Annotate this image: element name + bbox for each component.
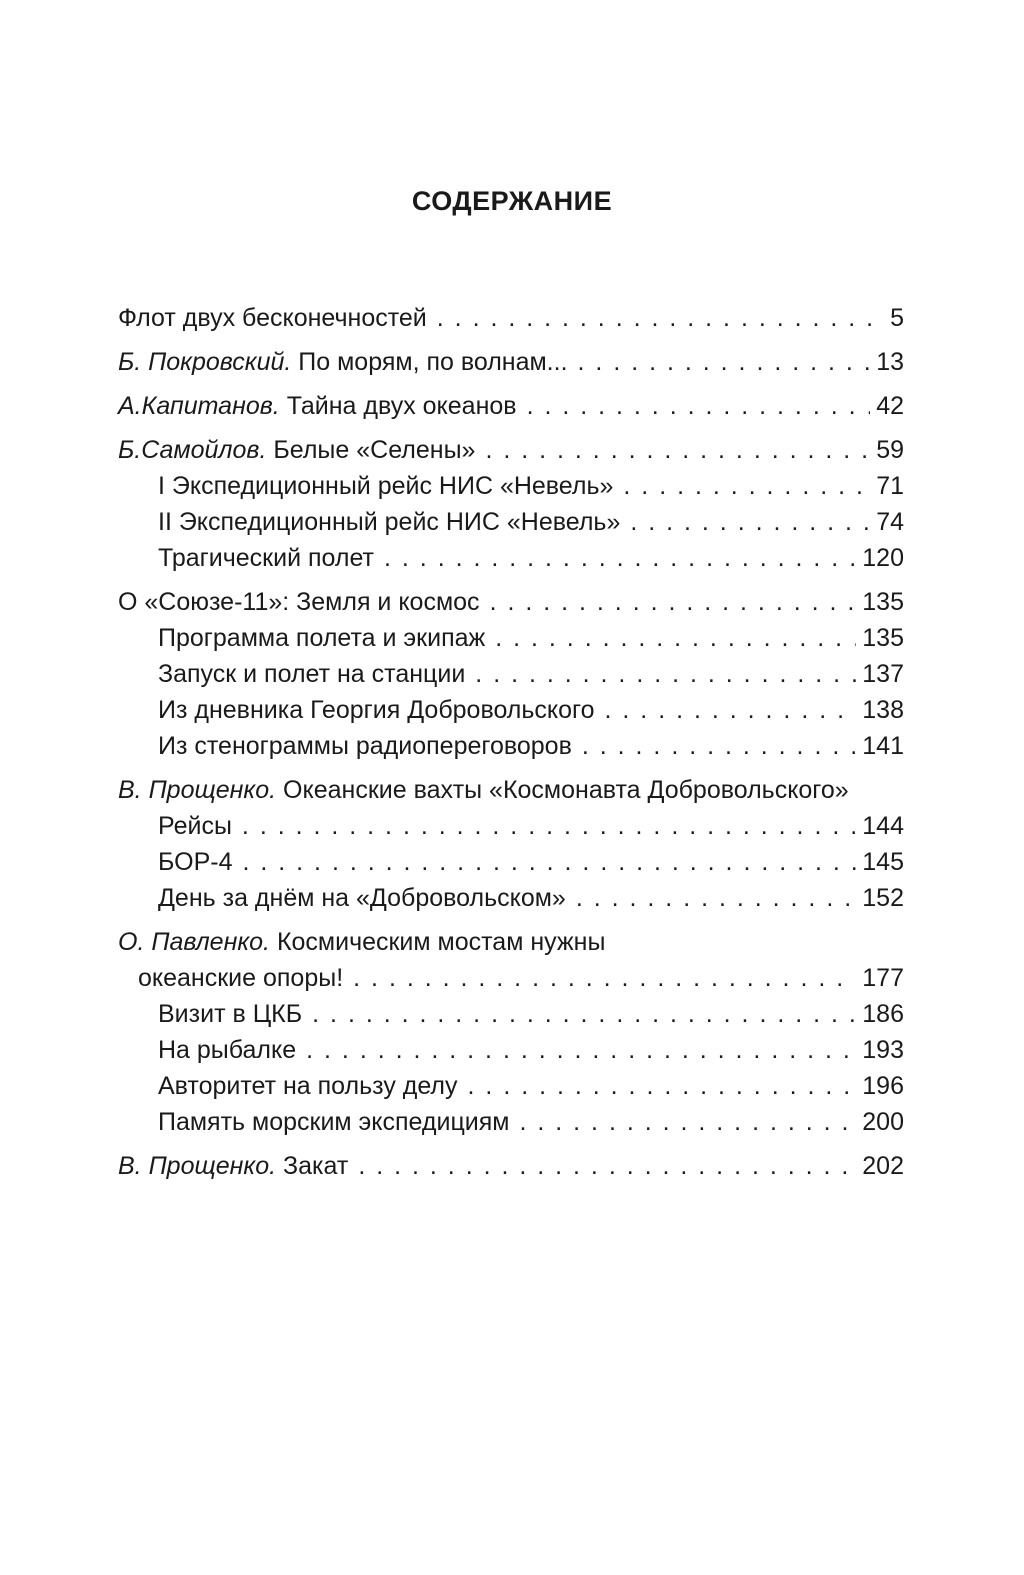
toc-entry-title — [118, 924, 904, 960]
dot-leader — [468, 1068, 857, 1104]
toc-entry-author: Б. Покровский. — [118, 348, 292, 376]
toc-entry-title — [158, 1068, 458, 1104]
toc-entry-author: В. Прощенко. — [118, 776, 277, 804]
dot-leader — [353, 960, 856, 996]
toc-page-number: 141 — [862, 732, 904, 760]
toc-entry — [118, 996, 904, 1032]
toc-entry-title — [158, 504, 620, 540]
toc-page-number: 42 — [876, 392, 904, 420]
toc-page-number: 202 — [862, 1152, 904, 1180]
toc-entry — [118, 468, 904, 504]
toc-page-number: 144 — [862, 812, 904, 840]
toc-entry — [118, 388, 904, 424]
dot-leader — [490, 584, 857, 620]
toc-entry-text: На рыбалке — [158, 1036, 297, 1064]
table-of-contents — [118, 300, 904, 1184]
toc-entry-title — [118, 1148, 348, 1184]
toc-page-number: 120 — [862, 544, 904, 572]
dot-leader — [527, 388, 871, 424]
toc-entry — [118, 692, 904, 728]
toc-entry-text: Из стенограммы радиопереговоров — [158, 732, 572, 760]
toc-entry-text: Закат — [276, 1152, 349, 1180]
toc-entry-text: БОР-4 — [158, 848, 233, 876]
toc-entry-text: Белые «Селены» — [266, 436, 476, 464]
toc-page-number: 135 — [862, 624, 904, 652]
toc-page-number: 196 — [862, 1072, 904, 1100]
toc-entry-title — [138, 960, 343, 996]
dot-leader — [495, 620, 856, 656]
toc-entry — [118, 880, 904, 916]
toc-page-number: 74 — [876, 508, 904, 536]
toc-entry-title — [158, 692, 595, 728]
toc-entry-title — [158, 1032, 296, 1068]
toc-entry-text: Авторитет на пользу делу — [158, 1072, 458, 1100]
dot-leader — [358, 1148, 856, 1184]
toc-entry-title — [158, 656, 465, 692]
toc-entry-title — [158, 996, 302, 1032]
dot-leader — [312, 996, 856, 1032]
toc-entry-text: Визит в ЦКБ — [158, 1000, 303, 1028]
toc-entry — [118, 344, 904, 380]
toc-entry-text: Трагический полет — [158, 544, 375, 572]
toc-page-number: 177 — [862, 964, 904, 992]
toc-page-number: 138 — [862, 696, 904, 724]
toc-entry — [118, 504, 904, 540]
toc-entry-text: По морям, по волнам... — [291, 348, 568, 376]
dot-leader — [576, 880, 856, 916]
toc-entry — [118, 1104, 904, 1140]
toc-entry — [118, 844, 904, 880]
dot-leader — [242, 808, 856, 844]
toc-page-number: 13 — [876, 348, 904, 376]
dot-leader — [578, 344, 871, 380]
dot-leader — [306, 1032, 856, 1068]
toc-entry-title — [158, 540, 374, 576]
toc-entry-title — [118, 584, 480, 620]
toc-entry-title — [118, 432, 475, 468]
toc-entry-title — [158, 468, 613, 504]
page-title: СОДЕРЖАНИЕ — [411, 186, 613, 216]
toc-entry-title — [158, 620, 485, 656]
toc-entry — [118, 620, 904, 656]
toc-entry-title — [118, 388, 517, 424]
toc-page-number: 200 — [862, 1108, 904, 1136]
dot-leader — [475, 656, 856, 692]
toc-page-number: 145 — [862, 848, 904, 876]
toc-entry-text: День за днём на «Добровольском» — [158, 884, 566, 912]
toc-entry-text: Космическим мостам нужны — [270, 928, 606, 956]
toc-entry-title — [158, 728, 572, 764]
toc-page-number: 59 — [876, 436, 904, 464]
dot-leader — [623, 468, 870, 504]
toc-entry-text: океанские опоры! — [138, 964, 344, 992]
toc-page-number: 137 — [862, 660, 904, 688]
toc-entry-title — [158, 808, 232, 844]
toc-entry — [118, 432, 904, 468]
toc-entry — [118, 656, 904, 692]
toc-entry — [118, 960, 904, 996]
dot-leader — [519, 1104, 856, 1140]
toc-entry-text: Рейсы — [158, 812, 232, 840]
toc-page-number: 71 — [876, 472, 904, 500]
toc-entry-text: Тайна двух океанов — [279, 392, 517, 420]
toc-entry — [118, 584, 904, 620]
toc-entry-text: II Экспедиционный рейс НИС «Невель» — [158, 508, 621, 536]
toc-entry-author: В. Прощенко. — [118, 1152, 277, 1180]
dot-leader — [437, 300, 884, 336]
toc-entry-text: Программа полета и экипаж — [158, 624, 486, 652]
dot-leader — [605, 692, 857, 728]
toc-entry — [118, 1032, 904, 1068]
dot-leader — [485, 432, 870, 468]
toc-entry — [118, 924, 904, 960]
toc-page-number: 193 — [862, 1036, 904, 1064]
toc-entry-text: О «Союзе-11»: Земля и космос — [118, 588, 480, 616]
toc-entry-title — [118, 344, 568, 380]
dot-leader — [384, 540, 856, 576]
toc-entry-author: О. Павленко. — [118, 928, 270, 956]
toc-entry-text: Флот двух бесконечностей — [118, 304, 427, 332]
toc-page-number: 135 — [862, 588, 904, 616]
toc-entry-text: Океанские вахты «Космонавта Добровольского» — [276, 776, 849, 804]
toc-entry — [118, 300, 904, 336]
toc-entry-text: I Экспедиционный рейс НИС «Невель» — [158, 472, 614, 500]
toc-entry-text: Память морским экспедициям — [158, 1108, 510, 1136]
toc-entry — [118, 728, 904, 764]
toc-page-number: 5 — [890, 304, 904, 332]
dot-leader — [630, 504, 870, 540]
toc-entry-text: Из дневника Георгия Добровольского — [158, 696, 595, 724]
dot-leader — [242, 844, 856, 880]
toc-entry-title — [158, 880, 566, 916]
toc-entry — [118, 540, 904, 576]
toc-entry-title — [158, 844, 232, 880]
toc-entry-author: А.Капитанов. — [118, 392, 280, 420]
dot-leader — [582, 728, 856, 764]
toc-entry — [118, 1068, 904, 1104]
toc-entry-title — [118, 300, 427, 336]
toc-entry — [118, 808, 904, 844]
toc-page-number: 186 — [862, 1000, 904, 1028]
toc-entry — [118, 772, 904, 808]
toc-page-number: 152 — [862, 884, 904, 912]
toc-entry-text: Запуск и полет на станции — [158, 660, 466, 688]
toc-entry-title — [118, 772, 904, 808]
toc-entry-title — [158, 1104, 509, 1140]
toc-entry-author: Б.Самойлов. — [118, 436, 267, 464]
toc-entry — [118, 1148, 904, 1184]
